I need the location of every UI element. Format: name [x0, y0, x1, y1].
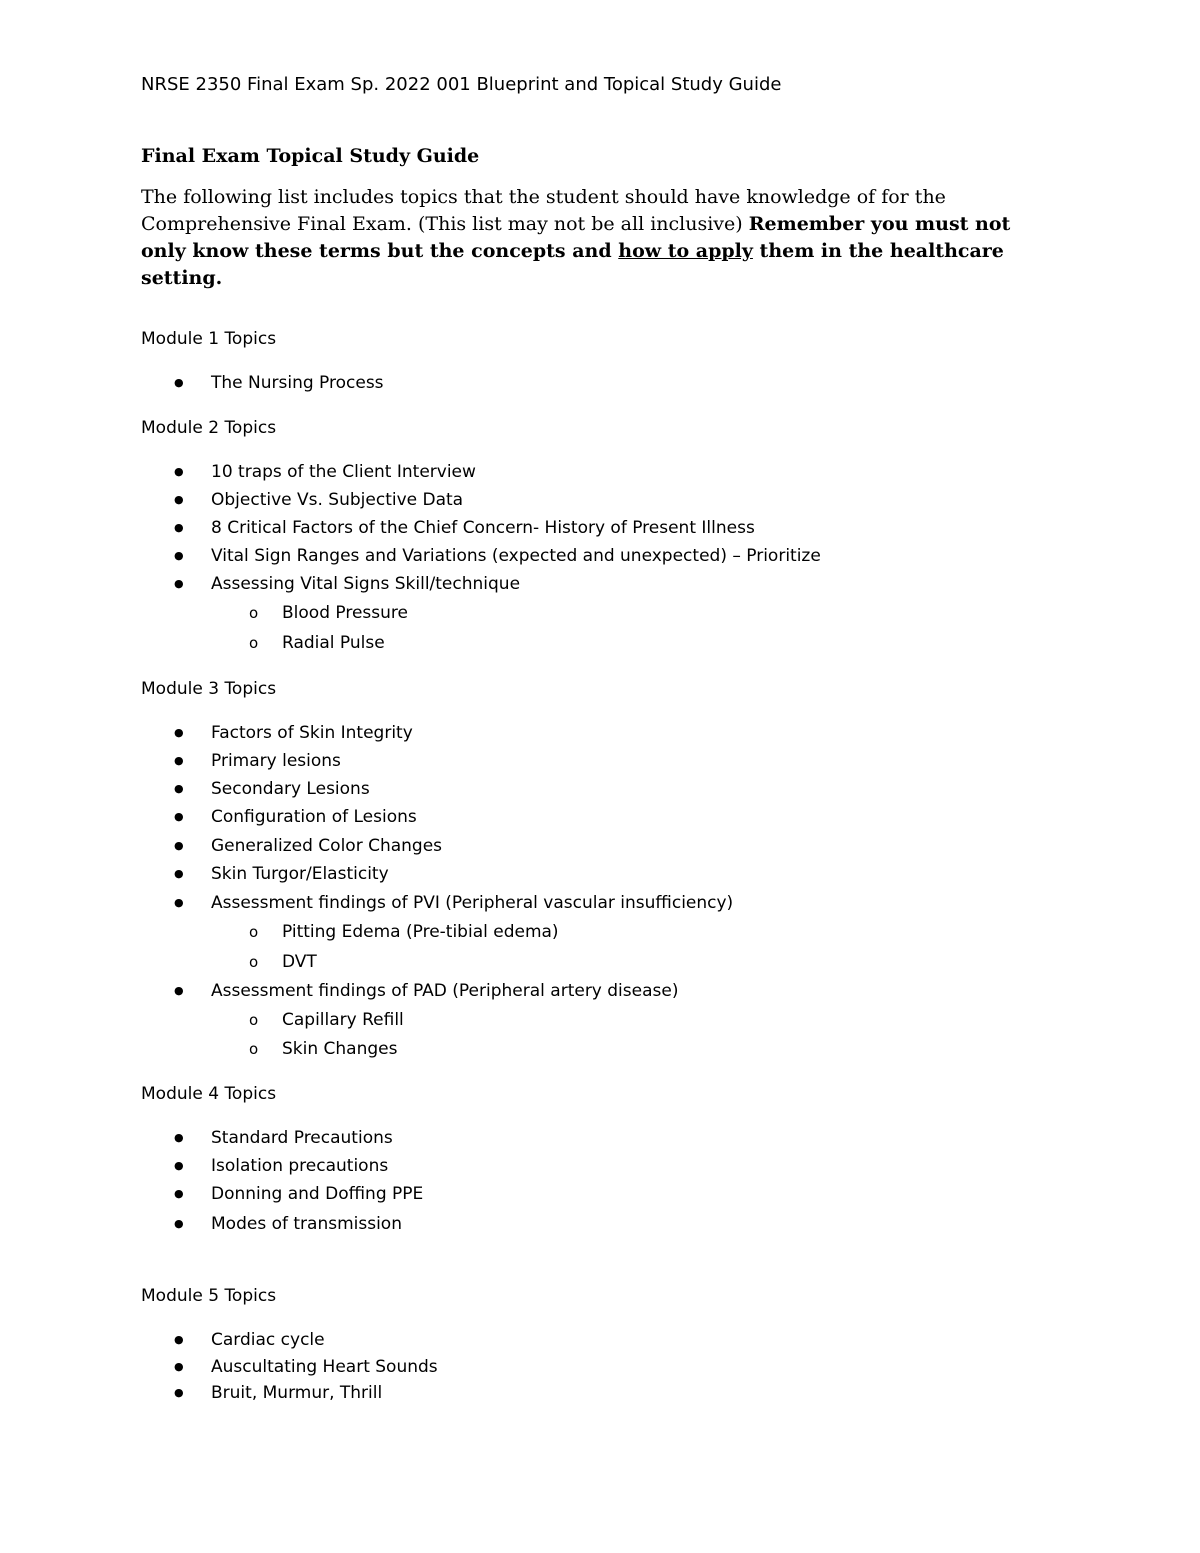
intro-emphasis-underlined: how to apply — [618, 240, 753, 262]
module-5-topic: ● Auscultating Heart Sounds — [211, 1356, 438, 1378]
intro-text: The following list includes topics that the student should have knowledge of for the Comprehensive Final Exam. (This list may not be all inclusive) — [141, 186, 946, 235]
module-3-subtopic: o Skin Changes — [282, 1038, 397, 1060]
module-2-topic: ● 8 Critical Factors of the Chief Concern- History of Present Illness — [211, 517, 755, 539]
module-3-subtopic: o Pitting Edema (Pre-tibial edema) — [282, 921, 559, 943]
module-2-subtopic: o Blood Pressure — [282, 602, 408, 624]
module-4-heading: Module 4 Topics — [141, 1084, 277, 1104]
module-5-heading: Module 5 Topics — [141, 1286, 277, 1306]
module-5-topic: ● Bruit, Murmur, Thrill — [211, 1382, 382, 1404]
module-2-topic: ● 10 traps of the Client Interview — [211, 461, 476, 483]
module-1-topic: ● The Nursing Process — [211, 372, 384, 394]
module-5-topic: ● Cardiac cycle — [211, 1329, 325, 1351]
module-4-topic: ● Donning and Doffing PPE — [211, 1183, 423, 1205]
module-4-topic: ● Isolation precautions — [211, 1155, 388, 1177]
intro-paragraph — [141, 184, 1061, 292]
module-2-topic: ● Assessing Vital Signs Skill/technique — [211, 573, 520, 595]
page-header: NRSE 2350 Final Exam Sp. 2022 001 Blueprint and Topical Study Guide — [141, 74, 782, 95]
guide-title: Final Exam Topical Study Guide — [141, 145, 480, 167]
intro-emphasis-end: them in the healthcare setting. — [141, 240, 1004, 289]
module-3-topic: ● Generalized Color Changes — [211, 835, 442, 857]
module-2-heading: Module 2 Topics — [141, 418, 277, 438]
module-3-topic: ● Assessment findings of PAD (Peripheral artery disease) — [211, 980, 678, 1002]
module-3-topic: ● Configuration of Lesions — [211, 806, 417, 828]
module-4-topic: ● Modes of transmission — [211, 1213, 402, 1235]
module-2-topic: ● Objective Vs. Subjective Data — [211, 489, 463, 511]
module-4-topic: ● Standard Precautions — [211, 1127, 393, 1149]
module-3-heading: Module 3 Topics — [141, 679, 277, 699]
module-1-heading: Module 1 Topics — [141, 329, 277, 349]
module-3-topic: ● Skin Turgor/Elasticity — [211, 863, 389, 885]
intro-emphasis: Remember you must not only know these terms but the concepts and — [141, 213, 1011, 262]
module-2-topic: ● Vital Sign Ranges and Variations (expected and unexpected) – Prioritize — [211, 545, 821, 567]
module-2-subtopic: o Radial Pulse — [282, 632, 385, 654]
module-3-subtopic: o Capillary Refill — [282, 1009, 404, 1031]
module-3-topic: ● Assessment findings of PVI (Peripheral vascular insufficiency) — [211, 892, 733, 914]
module-3-topic: ● Factors of Skin Integrity — [211, 722, 413, 744]
module-3-topic: ● Secondary Lesions — [211, 778, 370, 800]
module-3-subtopic: o DVT — [282, 951, 317, 973]
module-3-topic: ● Primary lesions — [211, 750, 341, 772]
